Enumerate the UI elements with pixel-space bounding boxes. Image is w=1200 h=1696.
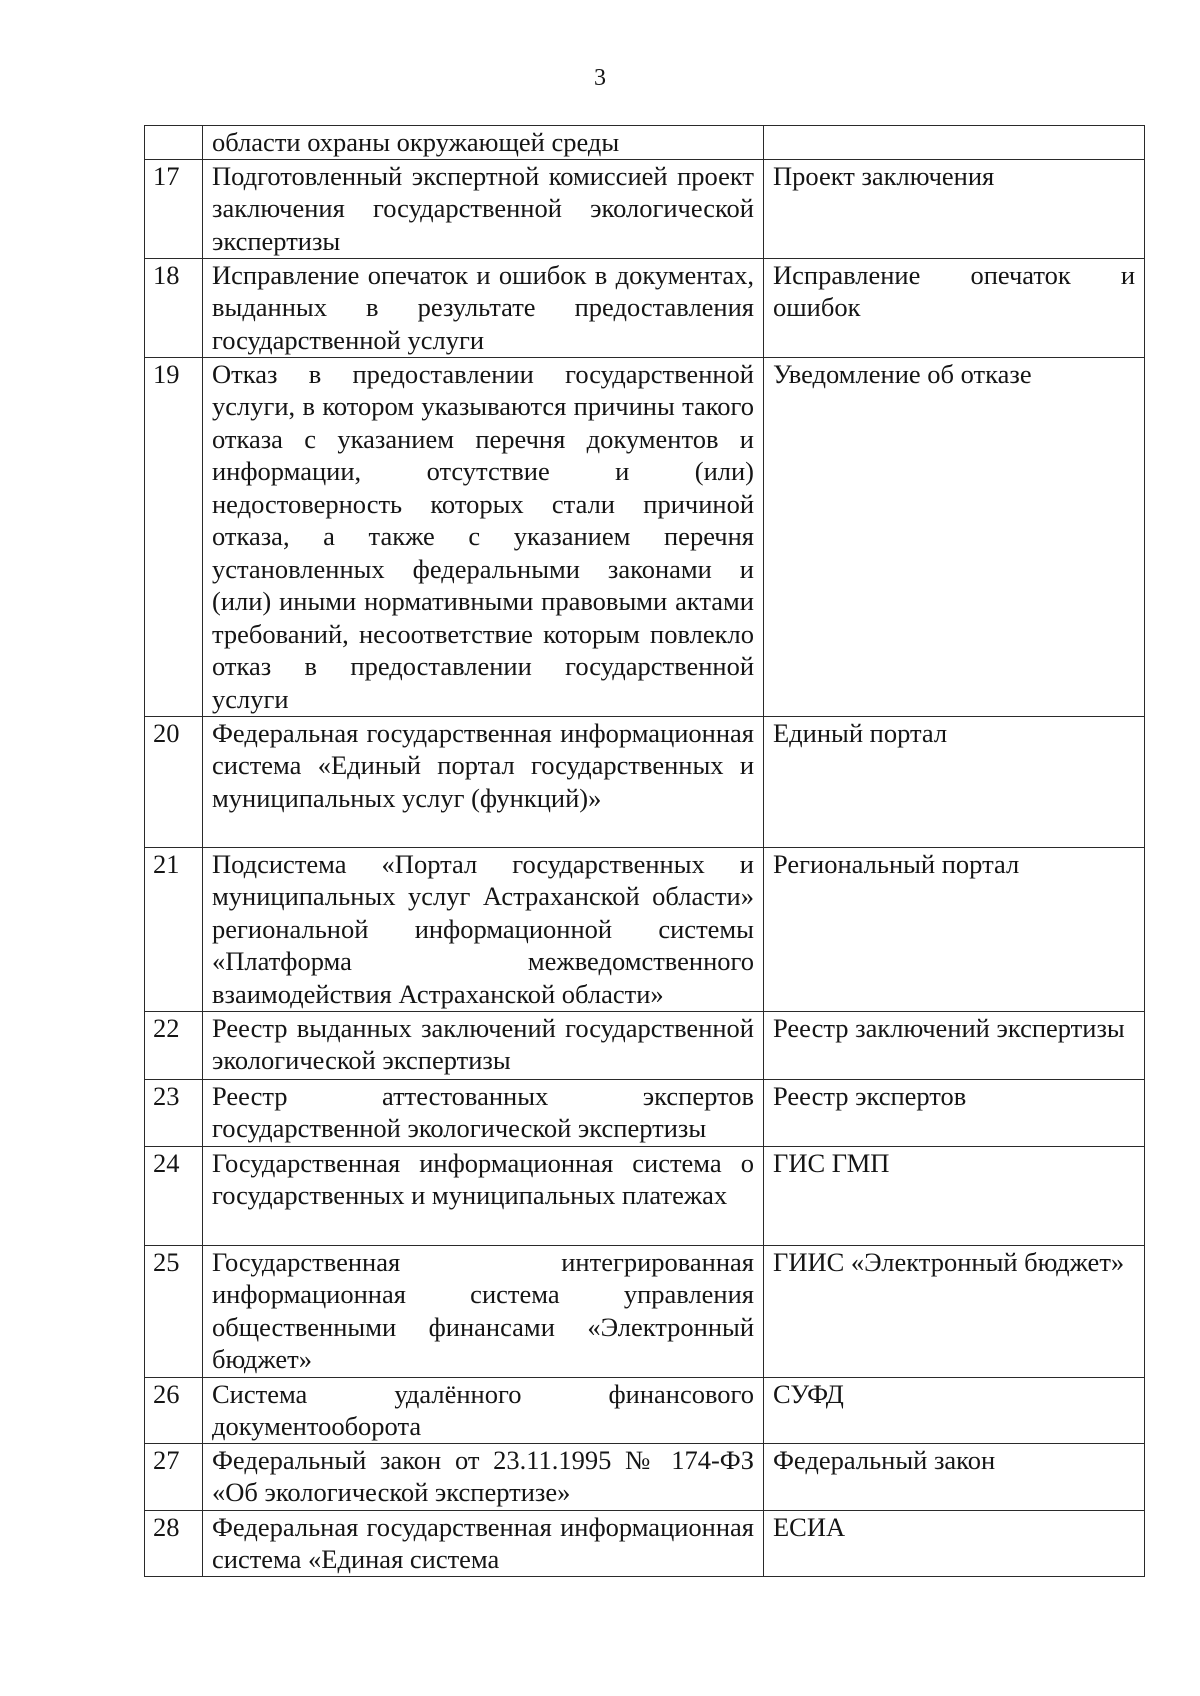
row-description: Государственная интегрированная информационная система управления общественными финансами «Электронный бюджет» [203, 1245, 764, 1377]
row-number: 24 [145, 1146, 203, 1245]
row-description: Подготовленный экспертной комиссией проект заключения государственной экологической экспертизы [203, 159, 764, 258]
row-abbreviation: Реестр заключений экспертизы [764, 1011, 1145, 1079]
row-description: Отказ в предоставлении государственной услуги, в котором указываются причины такого отказа с указанием перечня документов и информации, отсутствие и (или) недостоверность которых стали причиной отказа, а также с указанием перечня установленных федеральными законами и (или) иными нормативными правовыми актами требований, несоответствие которым повлекло отказ в предоставлении государственной услуги [203, 357, 764, 716]
row-number [145, 126, 203, 160]
table-row [145, 1245, 1145, 1377]
page-number: 3 [594, 65, 606, 91]
row-description: Реестр выданных заключений государственной экологической экспертизы [203, 1011, 764, 1079]
row-abbreviation: Федеральный закон [764, 1443, 1145, 1510]
row-abbreviation: СУФД [764, 1377, 1145, 1443]
row-description: Система удалённого финансового документооборота [203, 1377, 764, 1443]
table-row [145, 1011, 1145, 1079]
row-abbreviation: Уведомление об отказе [764, 357, 1145, 716]
row-number: 21 [145, 847, 203, 1011]
row-description: Исправление опечаток и ошибок в документах, выданных в результате предоставления государственной услуги [203, 258, 764, 357]
row-abbreviation: Единый портал [764, 716, 1145, 847]
row-number: 17 [145, 159, 203, 258]
table-row [145, 1443, 1145, 1510]
row-number: 27 [145, 1443, 203, 1510]
row-description: Федеральный закон от 23.11.1995 № 174-ФЗ «Об экологической экспертизе» [203, 1443, 764, 1510]
table-row [145, 126, 1145, 160]
table-row [145, 716, 1145, 847]
row-description: Подсистема «Портал государственных и муниципальных услуг Астраханской области» региональной информационной системы «Платформа межведомственного взаимодействия Астраханской области» [203, 847, 764, 1011]
row-description: Федеральная государственная информационная система «Единая система [203, 1510, 764, 1576]
row-number: 22 [145, 1011, 203, 1079]
table-row [145, 847, 1145, 1011]
row-description: Государственная информационная система о государственных и муниципальных платежах [203, 1146, 764, 1245]
row-number: 26 [145, 1377, 203, 1443]
table-row [145, 1146, 1145, 1245]
table-row [145, 1510, 1145, 1576]
row-description: области охраны окружающей среды [203, 126, 764, 160]
row-abbreviation [764, 126, 1145, 160]
row-abbreviation: Исправление опечаток и ошибок [764, 258, 1145, 357]
row-abbreviation: Региональный портал [764, 847, 1145, 1011]
row-description: Реестр аттестованных экспертов государственной экологической экспертизы [203, 1079, 764, 1146]
row-number: 25 [145, 1245, 203, 1377]
table-row [145, 258, 1145, 357]
row-abbreviation: ГИИС «Электронный бюджет» [764, 1245, 1145, 1377]
row-description: Федеральная государственная информационная система «Единый портал государственных и муниципальных услуг (функций)» [203, 716, 764, 847]
row-abbreviation: Проект заключения [764, 159, 1145, 258]
table-row [145, 357, 1145, 716]
table-row [145, 159, 1145, 258]
table-row [145, 1079, 1145, 1146]
row-number: 23 [145, 1079, 203, 1146]
row-abbreviation: ЕСИА [764, 1510, 1145, 1576]
table-row [145, 1377, 1145, 1443]
abbreviations-table [144, 125, 1145, 1577]
row-abbreviation: Реестр экспертов [764, 1079, 1145, 1146]
row-number: 20 [145, 716, 203, 847]
row-number: 28 [145, 1510, 203, 1576]
row-abbreviation: ГИС ГМП [764, 1146, 1145, 1245]
row-number: 19 [145, 357, 203, 716]
row-number: 18 [145, 258, 203, 357]
